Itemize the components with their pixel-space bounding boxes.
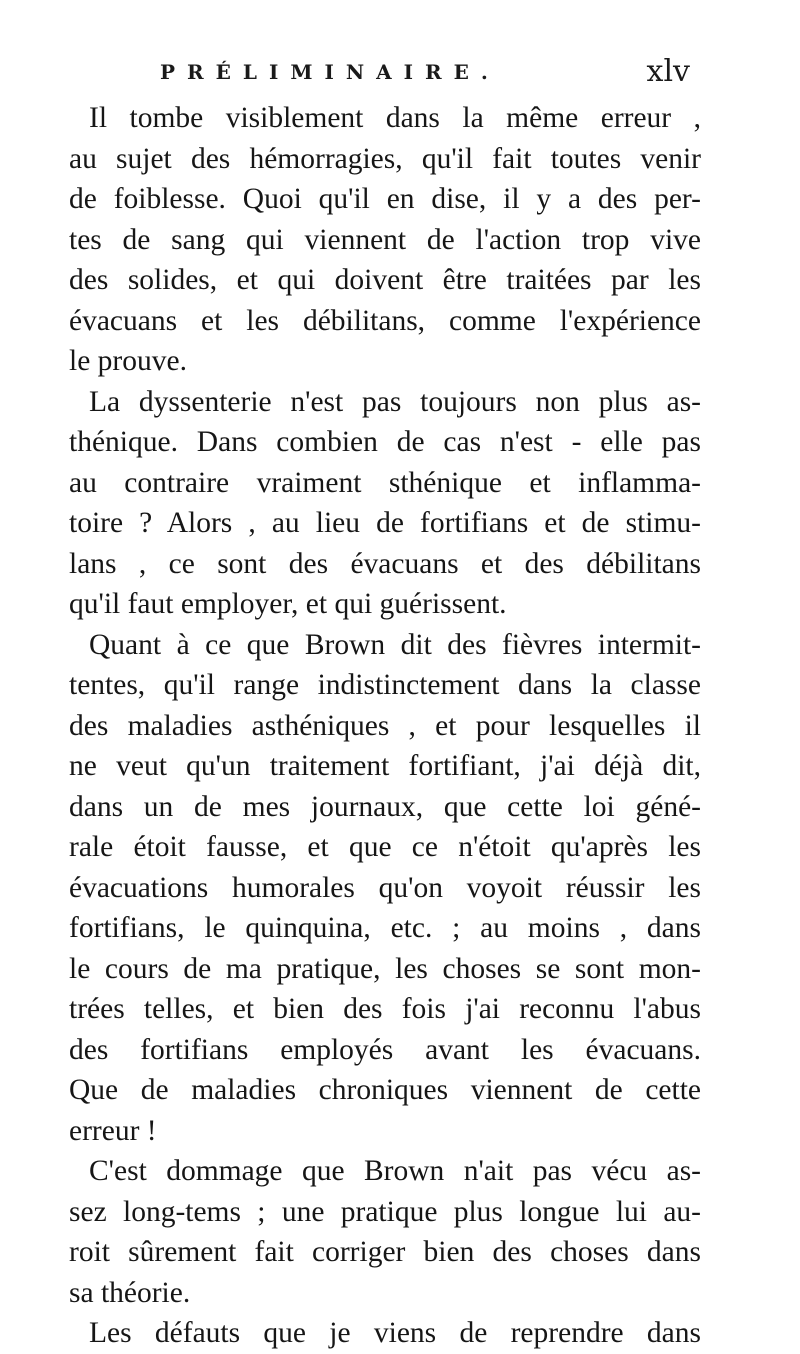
text-line: des solides, et qui doivent être traitées par les (69, 264, 701, 296)
running-title: PRÉLIMINAIRE. (160, 60, 500, 84)
text-line: le cours de ma pratique, les choses se sont mon- (69, 952, 701, 985)
text-line: Il tombe visiblement dans la même erreur , (89, 102, 701, 134)
text-line: thénique. Dans combien de cas n'est - elle pas (69, 426, 701, 458)
body-text (69, 98, 701, 1354)
text-line: Que de maladies chroniques viennent de cette (69, 1074, 701, 1106)
text-line: de foiblesse. Quoi qu'il en dise, il y a des per- (69, 183, 701, 215)
text-line: au sujet des hémorragies, qu'il fait toutes venir (69, 142, 701, 175)
text-line: sez long-tems ; une pratique plus longue lui au- (69, 1195, 701, 1228)
text-line: tentes, qu'il range indistinctement dans la classe (69, 669, 701, 701)
text-line: le prouve. (69, 345, 187, 377)
text-line: lans , ce sont des évacuans et des débilitans (69, 547, 701, 580)
text-line: Quant à ce que Brown dit des fièvres intermit- (89, 628, 701, 661)
text-line: fortifians, le quinquina, etc. ; au moins , dans (69, 912, 701, 944)
text-line: qu'il faut employer, et qui guérissent. (69, 588, 507, 620)
text-line: toire ? Alors , au lieu de fortifians et de stimu- (69, 507, 701, 539)
text-line: évacuations humorales qu'on voyoit réussir les (69, 871, 701, 904)
text-line: C'est dommage que Brown n'ait pas vécu as- (89, 1155, 701, 1187)
text-line: rale étoit fausse, et que ce n'étoit qu'après les (69, 831, 701, 863)
text-line: La dyssenterie n'est pas toujours non plus as- (89, 385, 701, 418)
text-line: roit sûrement fait corriger bien des choses dans (69, 1236, 701, 1268)
text-line: ne veut qu'un traitement fortifiant, j'ai déjà dit, (69, 750, 701, 782)
page-header (160, 54, 690, 94)
page-number: xlv (646, 54, 690, 89)
text-line: tes de sang qui viennent de l'action trop vive (69, 223, 701, 256)
text-line: erreur ! (69, 1114, 157, 1147)
text-line: Les défauts que je viens de reprendre dans (89, 1317, 701, 1349)
text-line: des maladies asthéniques , et pour lesquelles il (69, 709, 701, 742)
text-line: évacuans et les débilitans, comme l'expérience (69, 304, 701, 337)
text-line: dans un de mes journaux, que cette loi géné- (69, 790, 701, 823)
text-line: sa théorie. (69, 1276, 191, 1309)
text-line: trées telles, et bien des fois j'ai reconnu l'abus (69, 993, 701, 1025)
text-line: des fortifians employés avant les évacuans. (69, 1033, 701, 1066)
text-line: au contraire vraiment sthénique et inflamma- (69, 466, 701, 499)
